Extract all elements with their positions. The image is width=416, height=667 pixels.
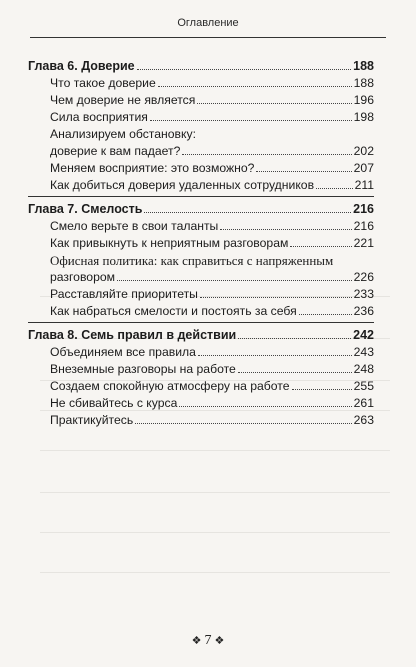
entry-title: Чем доверие не является [50, 93, 196, 107]
toc-entry [28, 286, 374, 303]
entry-page: 248 [353, 362, 374, 376]
dot-leader [179, 406, 351, 407]
entry-title: Офисная политика: как справиться с напряженным [50, 253, 334, 268]
toc-entry [28, 235, 374, 252]
toc-entry [28, 177, 374, 194]
entry-page: 233 [353, 287, 374, 301]
entry-title: доверие к вам падает? [50, 144, 181, 158]
toc-entry [28, 126, 374, 160]
entry-page: 198 [353, 110, 374, 124]
chapter-page: 188 [353, 59, 374, 73]
ornament-left-icon: ❖ [191, 635, 202, 647]
ornament-right-icon: ❖ [214, 635, 225, 647]
toc-entry [28, 109, 374, 126]
dot-leader [238, 372, 352, 373]
dot-leader [256, 171, 351, 172]
toc-entry [28, 252, 374, 286]
chapter-heading [28, 327, 374, 344]
entry-title: разговором [50, 270, 116, 284]
entry-title: Практикуйтесь [50, 413, 134, 427]
entry-title: Расставляйте приоритеты [50, 287, 198, 301]
entry-page: 216 [353, 219, 374, 233]
dot-leader [117, 280, 352, 281]
entry-title: Что такое доверие [50, 76, 156, 90]
dot-leader [182, 154, 351, 155]
dot-leader [150, 120, 352, 121]
entry-page: 196 [353, 93, 374, 107]
entry-page: 255 [353, 379, 374, 393]
toc-entry [28, 160, 374, 177]
dot-leader [197, 103, 351, 104]
entry-page: 202 [353, 144, 374, 158]
entry-title: Смело верьте в свои таланты [50, 219, 219, 233]
toc-chapter [28, 58, 374, 197]
entry-title: Анализируем обстановку: [50, 127, 196, 141]
dot-leader [316, 188, 353, 189]
dot-leader [238, 338, 351, 339]
entry-page: 261 [353, 396, 374, 410]
entry-page: 226 [353, 270, 374, 284]
toc-chapter [28, 201, 374, 323]
dot-leader [290, 246, 351, 247]
toc-entry [28, 303, 374, 320]
entry-title: Объединяем все правила [50, 345, 196, 359]
dot-leader [198, 355, 352, 356]
chapter-heading [28, 58, 374, 75]
toc-chapter [28, 327, 374, 431]
dot-leader [299, 314, 352, 315]
entry-title: Не сбивайтесь с курса [50, 396, 178, 410]
page-number: 7 [204, 633, 212, 648]
toc-entry [28, 92, 374, 109]
entry-page: 236 [353, 304, 374, 318]
dot-leader [292, 389, 352, 390]
toc-entry [28, 395, 374, 412]
toc-entry [28, 218, 374, 235]
dot-leader [144, 212, 351, 213]
header-rule [30, 37, 386, 38]
dot-leader [220, 229, 351, 230]
running-header: Оглавление [177, 17, 239, 29]
toc-entry [28, 344, 374, 361]
entry-page: 221 [353, 236, 374, 250]
toc-entry [28, 378, 374, 395]
entry-title: Меняем восприятие: это возможно? [50, 161, 255, 175]
chapter-title: Глава 7. Смелость [28, 202, 143, 216]
table-of-contents [28, 58, 374, 435]
toc-entry [28, 361, 374, 378]
dot-leader [158, 86, 352, 87]
toc-entry [28, 75, 374, 92]
entry-title: Сила восприятия [50, 110, 148, 124]
dot-leader [200, 297, 352, 298]
entry-title: Как привыкнуть к неприятным разговорам [50, 236, 289, 250]
entry-title: Создаем спокойную атмосферу на работе [50, 379, 290, 393]
entry-title: Как набраться смелости и постоять за себя [50, 304, 297, 318]
entry-page: 243 [353, 345, 374, 359]
dot-leader [137, 69, 352, 70]
chapter-page: 216 [353, 202, 374, 216]
chapter-title: Глава 6. Доверие [28, 59, 135, 73]
entry-page: 263 [353, 413, 374, 427]
entry-page: 211 [354, 178, 374, 192]
entry-page: 188 [353, 76, 374, 90]
chapter-heading [28, 201, 374, 218]
entry-page: 207 [353, 161, 374, 175]
dot-leader [135, 423, 351, 424]
chapter-title: Глава 8. Семь правил в действии [28, 328, 237, 342]
entry-title: Внеземные разговоры на работе [50, 362, 236, 376]
toc-entry [28, 412, 374, 429]
page-footer [0, 633, 416, 649]
chapter-page: 242 [353, 328, 374, 342]
entry-title: Как добиться доверия удаленных сотрудников [50, 178, 315, 192]
